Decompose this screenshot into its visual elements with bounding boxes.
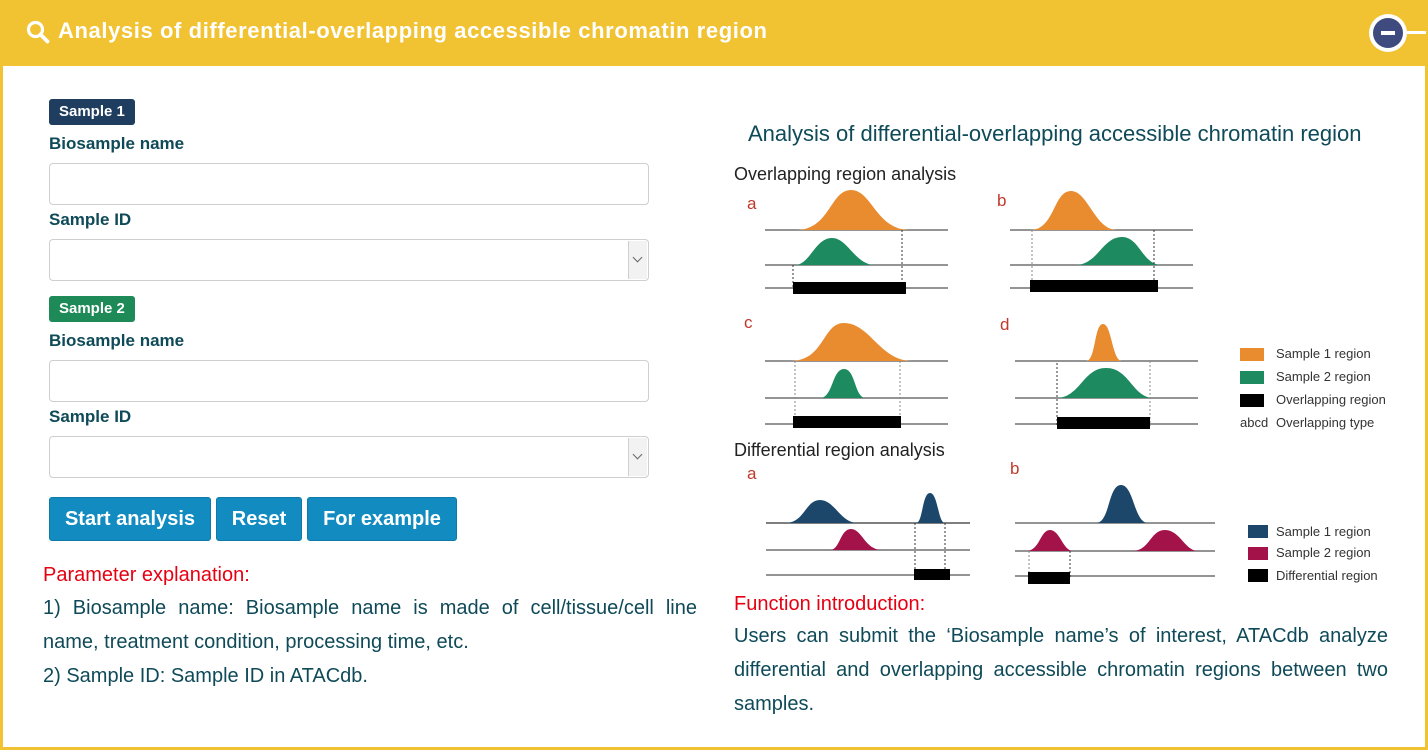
sample2-sampleid-label: Sample ID [49,407,132,426]
overlap-b-sample1-peak [1030,191,1117,230]
search-icon [26,20,50,44]
overlap-d-region [1057,417,1150,429]
diff-a-sample2-peak [830,529,882,550]
analysis-diagram [730,158,1410,593]
parameter-item-2: 2) Sample ID: Sample ID in ATACdb. [43,665,368,687]
overlap-c-sample2-peak [820,369,866,398]
legend-sample1-swatch [1240,348,1264,361]
legend-type: Overlapping type [1276,415,1375,430]
overlap-d-sample2-peak [1056,368,1154,398]
reset-button[interactable]: Reset [216,497,302,541]
diff-b-sample2-peak-2 [1132,530,1198,551]
function-text: Users can submit the ‘Biosample name’s of interest, ATACdb analyze differential and overlapping accessible chromatin regions between two samples. [734,625,1388,715]
legend-sample1: Sample 1 region [1276,346,1371,361]
panel-header [0,0,1428,66]
for-example-button[interactable]: For example [307,497,457,541]
diff-a-region [914,569,950,580]
figure-title: Analysis of differential-overlapping accessible chromatin region [748,121,1362,146]
overlap-a-sample2-peak [795,238,875,265]
function-heading: Function introduction: [734,593,926,615]
diff-b-sample2-peak-1 [1026,530,1073,551]
chevron-down-icon [628,438,647,476]
legend-type-key: abcd [1240,415,1269,430]
overlap-b-sample2-peak [1075,237,1162,265]
sample2-biosample-input[interactable] [49,360,649,402]
legend-sample2: Sample 2 region [1276,369,1371,384]
sample1-biosample-label: Biosample name [49,134,185,153]
sample2-sampleid-select[interactable] [49,436,649,478]
diff-legend-sample1: Sample 1 region [1276,524,1371,539]
overlap-panel-c-label: c [744,313,753,332]
sample2-badge: Sample 2 [49,296,135,322]
diff-a-sample1-peak-2 [916,493,945,523]
overlap-a-sample1-peak [796,190,910,230]
sample1-biosample-input[interactable] [49,163,649,205]
diff-legend-sample1-swatch [1248,525,1268,538]
overlap-c-region [793,416,901,428]
collapse-button[interactable] [1369,14,1407,52]
panel-title: Analysis of differential-overlapping accessible chromatin region [58,18,768,43]
sample1-badge: Sample 1 [49,99,135,125]
overlap-panel-a-label: a [747,194,757,213]
overlap-a-region [793,282,906,294]
diff-panel-a-label: a [747,464,757,483]
overlap-b-region [1030,280,1158,292]
overlap-panel-b-label: b [997,191,1007,210]
sample2-biosample-label: Biosample name [49,331,185,350]
diff-heading: Differential region analysis [734,440,945,460]
minus-icon [1373,18,1403,48]
collapse-tail [1404,31,1426,34]
legend-overlap: Overlapping region [1276,392,1386,407]
parameter-heading: Parameter explanation: [43,564,250,586]
diff-legend-diff: Differential region [1276,568,1378,583]
diff-legend-diff-swatch [1248,569,1268,582]
diff-legend-sample2-swatch [1248,547,1268,560]
diff-legend-sample2: Sample 2 region [1276,545,1371,560]
sample1-sampleid-select[interactable] [49,239,649,281]
start-analysis-button[interactable]: Start analysis [49,497,211,541]
chevron-down-icon [628,241,647,279]
diff-b-sample1-peak [1096,485,1148,523]
sample1-sampleid-label: Sample ID [49,210,132,229]
diff-b-region [1028,572,1070,584]
diff-panel-b-label: b [1010,459,1020,478]
overlap-c-sample1-peak [790,323,912,361]
overlap-d-sample1-peak [1086,324,1122,361]
overlap-heading: Overlapping region analysis [734,164,957,184]
legend-sample2-swatch [1240,371,1264,384]
overlap-panel-d-label: d [1000,315,1010,334]
parameter-item-1: 1) Biosample name: Biosample name is made of cell/tissue/cell line name, treatment condition, processing time, etc. [43,597,697,653]
diff-a-sample1-peak-1 [785,500,858,523]
legend-overlap-swatch [1240,394,1264,407]
